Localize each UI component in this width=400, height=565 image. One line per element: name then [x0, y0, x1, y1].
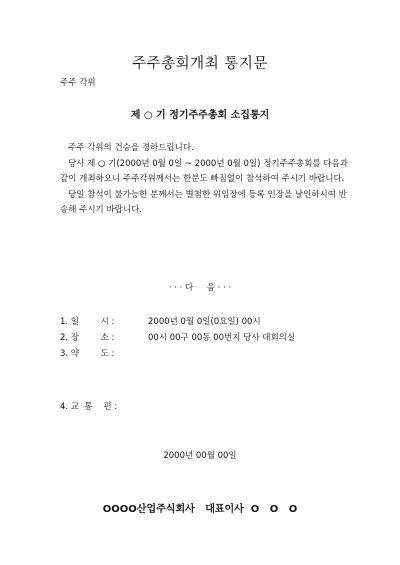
body-text [60, 141, 352, 219]
document-date: 2000년 00월 00일 [163, 451, 237, 461]
detail-label: 3. 약 도 : [60, 349, 115, 359]
company-signature: OOOO산업주식회사 대표이사 O O O [102, 504, 298, 515]
proxy-paragraph: 당일 참석이 불가능한 분께서는 별첨한 위임장에 등록 인장을 날인하시여 반송해 주시기 바랍니다. [60, 189, 347, 215]
detail-value: 2000년 0월 0일(0요일) 00시 [148, 317, 261, 327]
notice-paragraph: 당사 제 ○ 기(2000년 0월 0일 ~ 2000년 0월 0일) 정기주주총회를 다음과 같이 개최하오니 주주각위께서는 한분도 빠짐없이 참석하여 주시기 바랍니다. [60, 158, 349, 184]
document-title: 주주총회개최 통지문 [132, 56, 268, 72]
note-heading: · · · 다 음 · · · [168, 283, 232, 293]
detail-label: 2. 장 소 : [60, 333, 115, 343]
detail-item-datetime [60, 314, 295, 330]
addressee: 주주 각위 [60, 78, 96, 88]
detail-item-location [60, 330, 295, 346]
detail-item-map [60, 346, 295, 362]
detail-label: 1. 일 시 : [60, 317, 115, 327]
meeting-subtitle: 제 ○ 기 정기주주총회 소집통지 [130, 110, 270, 121]
detail-value: 00시 00구 00동 00번지 당사 대회의실 [148, 333, 296, 343]
meeting-details-list [60, 314, 295, 362]
greeting-paragraph: 주주 각위의 건승을 경하드립니다. [68, 143, 194, 153]
transport-label: 4. 교 통 편 : [60, 402, 118, 412]
